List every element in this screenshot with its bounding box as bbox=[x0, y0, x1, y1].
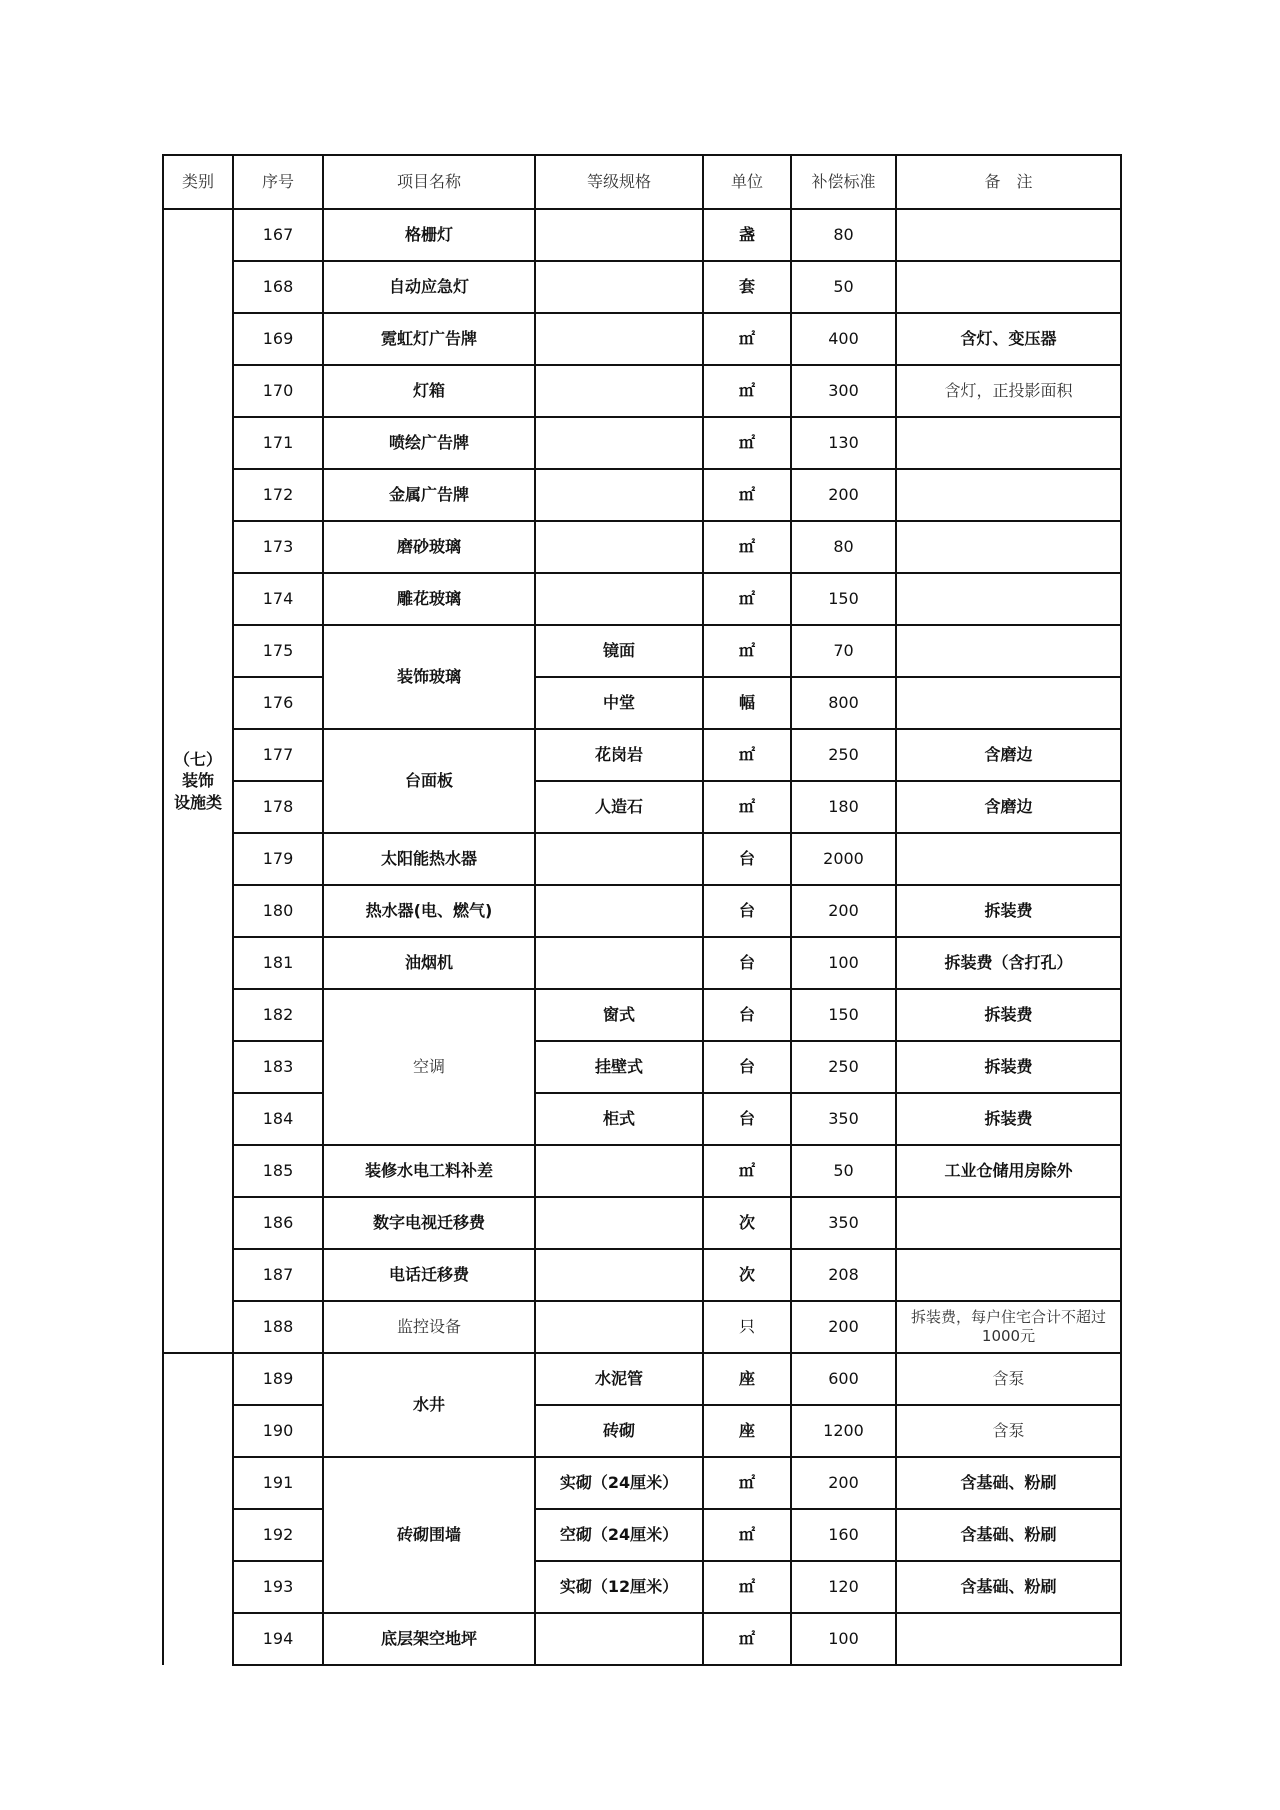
name-cell: 底层架空地坪 bbox=[323, 1613, 535, 1665]
spec-cell bbox=[535, 1197, 703, 1249]
header-unit: 单位 bbox=[703, 155, 791, 209]
standard-cell: 150 bbox=[791, 573, 896, 625]
category-cell-seven bbox=[163, 209, 233, 1353]
table-row bbox=[163, 1561, 1121, 1613]
standard-cell: 350 bbox=[791, 1197, 896, 1249]
seq-cell: 186 bbox=[233, 1197, 323, 1249]
table-row bbox=[163, 729, 1121, 781]
standard-cell: 150 bbox=[791, 989, 896, 1041]
seq-cell: 180 bbox=[233, 885, 323, 937]
table-row bbox=[163, 1301, 1121, 1353]
note-cell bbox=[896, 521, 1121, 573]
standard-cell: 80 bbox=[791, 209, 896, 261]
table-row bbox=[163, 677, 1121, 729]
seq-cell: 182 bbox=[233, 989, 323, 1041]
note-cell: 含灯，正投影面积 bbox=[896, 365, 1121, 417]
standard-cell: 180 bbox=[791, 781, 896, 833]
table-row bbox=[163, 521, 1121, 573]
note-cell bbox=[896, 261, 1121, 313]
name-cell: 数字电视迁移费 bbox=[323, 1197, 535, 1249]
standard-cell: 160 bbox=[791, 1509, 896, 1561]
unit-cell: 台 bbox=[703, 885, 791, 937]
standard-cell: 100 bbox=[791, 1613, 896, 1665]
name-cell: 砖砌围墙 bbox=[323, 1457, 535, 1613]
seq-cell: 172 bbox=[233, 469, 323, 521]
standard-cell: 70 bbox=[791, 625, 896, 677]
unit-cell: 座 bbox=[703, 1353, 791, 1405]
seq-cell: 188 bbox=[233, 1301, 323, 1353]
seq-cell: 169 bbox=[233, 313, 323, 365]
standard-cell: 250 bbox=[791, 1041, 896, 1093]
unit-cell: ㎡ bbox=[703, 1509, 791, 1561]
table-row bbox=[163, 833, 1121, 885]
name-cell: 霓虹灯广告牌 bbox=[323, 313, 535, 365]
unit-cell: 套 bbox=[703, 261, 791, 313]
seq-cell: 177 bbox=[233, 729, 323, 781]
note-cell: 含磨边 bbox=[896, 729, 1121, 781]
unit-cell: 盏 bbox=[703, 209, 791, 261]
table-row bbox=[163, 989, 1121, 1041]
spec-cell: 水泥管 bbox=[535, 1353, 703, 1405]
seq-cell: 192 bbox=[233, 1509, 323, 1561]
seq-cell: 179 bbox=[233, 833, 323, 885]
seq-cell: 174 bbox=[233, 573, 323, 625]
unit-cell: 次 bbox=[703, 1197, 791, 1249]
unit-cell: ㎡ bbox=[703, 781, 791, 833]
note-cell: 拆装费（含打孔） bbox=[896, 937, 1121, 989]
name-cell: 监控设备 bbox=[323, 1301, 535, 1353]
spec-cell bbox=[535, 209, 703, 261]
spec-cell: 实砌（12厘米） bbox=[535, 1561, 703, 1613]
spec-cell: 窗式 bbox=[535, 989, 703, 1041]
standard-cell: 300 bbox=[791, 365, 896, 417]
table-header-row bbox=[163, 155, 1121, 209]
name-cell: 油烟机 bbox=[323, 937, 535, 989]
table-row bbox=[163, 1613, 1121, 1665]
spec-cell bbox=[535, 417, 703, 469]
standard-cell: 400 bbox=[791, 313, 896, 365]
seq-cell: 193 bbox=[233, 1561, 323, 1613]
unit-cell: ㎡ bbox=[703, 313, 791, 365]
spec-cell bbox=[535, 1301, 703, 1353]
name-cell: 装饰玻璃 bbox=[323, 625, 535, 729]
note-cell: 工业仓储用房除外 bbox=[896, 1145, 1121, 1197]
standard-cell: 120 bbox=[791, 1561, 896, 1613]
spec-cell bbox=[535, 1613, 703, 1665]
table-row bbox=[163, 1249, 1121, 1301]
seq-cell: 184 bbox=[233, 1093, 323, 1145]
unit-cell: 幅 bbox=[703, 677, 791, 729]
seq-cell: 183 bbox=[233, 1041, 323, 1093]
header-seq: 序号 bbox=[233, 155, 323, 209]
table-row bbox=[163, 209, 1121, 261]
spec-cell: 柜式 bbox=[535, 1093, 703, 1145]
standard-cell: 130 bbox=[791, 417, 896, 469]
name-cell: 装修水电工料补差 bbox=[323, 1145, 535, 1197]
seq-cell: 190 bbox=[233, 1405, 323, 1457]
seq-cell: 176 bbox=[233, 677, 323, 729]
spec-cell: 砖砌 bbox=[535, 1405, 703, 1457]
standard-cell: 1200 bbox=[791, 1405, 896, 1457]
standard-cell: 208 bbox=[791, 1249, 896, 1301]
unit-cell: ㎡ bbox=[703, 573, 791, 625]
name-cell: 台面板 bbox=[323, 729, 535, 833]
note-cell: 含泵 bbox=[896, 1405, 1121, 1457]
table-row bbox=[163, 1041, 1121, 1093]
unit-cell: ㎡ bbox=[703, 625, 791, 677]
unit-cell: ㎡ bbox=[703, 729, 791, 781]
note-cell bbox=[896, 417, 1121, 469]
note-cell bbox=[896, 573, 1121, 625]
table-row bbox=[163, 1353, 1121, 1405]
category-seven-line1: （七） bbox=[173, 749, 222, 769]
name-cell: 磨砂玻璃 bbox=[323, 521, 535, 573]
note-cell bbox=[896, 209, 1121, 261]
seq-cell: 187 bbox=[233, 1249, 323, 1301]
spec-cell bbox=[535, 521, 703, 573]
spec-cell bbox=[535, 469, 703, 521]
spec-cell: 实砌（24厘米） bbox=[535, 1457, 703, 1509]
name-cell: 喷绘广告牌 bbox=[323, 417, 535, 469]
name-cell: 金属广告牌 bbox=[323, 469, 535, 521]
standard-cell: 200 bbox=[791, 469, 896, 521]
unit-cell: ㎡ bbox=[703, 365, 791, 417]
note-cell: 含泵 bbox=[896, 1353, 1121, 1405]
unit-cell: ㎡ bbox=[703, 417, 791, 469]
table-row bbox=[163, 1509, 1121, 1561]
standard-cell: 100 bbox=[791, 937, 896, 989]
spec-cell: 人造石 bbox=[535, 781, 703, 833]
spec-cell bbox=[535, 833, 703, 885]
standard-cell: 200 bbox=[791, 1301, 896, 1353]
spec-cell: 挂壁式 bbox=[535, 1041, 703, 1093]
note-cell bbox=[896, 625, 1121, 677]
seq-cell: 173 bbox=[233, 521, 323, 573]
standard-cell: 80 bbox=[791, 521, 896, 573]
unit-cell: ㎡ bbox=[703, 1145, 791, 1197]
seq-cell: 170 bbox=[233, 365, 323, 417]
table-row bbox=[163, 1145, 1121, 1197]
spec-cell bbox=[535, 261, 703, 313]
unit-cell: 台 bbox=[703, 833, 791, 885]
note-cell: 拆装费 bbox=[896, 1041, 1121, 1093]
note-cell: 含基础、粉刷 bbox=[896, 1457, 1121, 1509]
seq-cell: 175 bbox=[233, 625, 323, 677]
note-cell: 含基础、粉刷 bbox=[896, 1561, 1121, 1613]
compensation-table bbox=[162, 154, 1122, 1666]
standard-cell: 600 bbox=[791, 1353, 896, 1405]
note-cell: 拆装费 bbox=[896, 1093, 1121, 1145]
note-cell: 含基础、粉刷 bbox=[896, 1509, 1121, 1561]
seq-cell: 194 bbox=[233, 1613, 323, 1665]
unit-cell: 台 bbox=[703, 937, 791, 989]
unit-cell: ㎡ bbox=[703, 521, 791, 573]
table-row bbox=[163, 1405, 1121, 1457]
standard-cell: 50 bbox=[791, 1145, 896, 1197]
note-cell bbox=[896, 1197, 1121, 1249]
header-category: 类别 bbox=[163, 155, 233, 209]
seq-cell: 167 bbox=[233, 209, 323, 261]
spec-cell bbox=[535, 1249, 703, 1301]
standard-cell: 350 bbox=[791, 1093, 896, 1145]
name-cell: 太阳能热水器 bbox=[323, 833, 535, 885]
table-row bbox=[163, 1197, 1121, 1249]
note-cell: 含灯、变压器 bbox=[896, 313, 1121, 365]
standard-cell: 200 bbox=[791, 1457, 896, 1509]
header-name: 项目名称 bbox=[323, 155, 535, 209]
unit-cell: 只 bbox=[703, 1301, 791, 1353]
spec-cell: 中堂 bbox=[535, 677, 703, 729]
unit-cell: 座 bbox=[703, 1405, 791, 1457]
note-cell bbox=[896, 1613, 1121, 1665]
seq-cell: 178 bbox=[233, 781, 323, 833]
category-seven-line2: 装饰 bbox=[181, 771, 214, 791]
standard-cell: 200 bbox=[791, 885, 896, 937]
category-seven-line3: 设施类 bbox=[173, 792, 222, 812]
note-cell bbox=[896, 833, 1121, 885]
name-cell: 热水器(电、燃气) bbox=[323, 885, 535, 937]
seq-cell: 171 bbox=[233, 417, 323, 469]
seq-cell: 189 bbox=[233, 1353, 323, 1405]
table-row bbox=[163, 417, 1121, 469]
unit-cell: ㎡ bbox=[703, 1457, 791, 1509]
table-row bbox=[163, 1457, 1121, 1509]
unit-cell: ㎡ bbox=[703, 1613, 791, 1665]
spec-cell: 花岗岩 bbox=[535, 729, 703, 781]
spec-cell bbox=[535, 573, 703, 625]
spec-cell bbox=[535, 313, 703, 365]
compensation-table-sheet bbox=[162, 154, 1122, 1666]
name-cell: 自动应急灯 bbox=[323, 261, 535, 313]
table-row bbox=[163, 625, 1121, 677]
unit-cell: ㎡ bbox=[703, 1561, 791, 1613]
unit-cell: 台 bbox=[703, 1093, 791, 1145]
table-row bbox=[163, 885, 1121, 937]
table-row bbox=[163, 1093, 1121, 1145]
table-row bbox=[163, 573, 1121, 625]
note-cell: 拆装费 bbox=[896, 885, 1121, 937]
note-cell bbox=[896, 1301, 1121, 1353]
category-cell-next bbox=[163, 1353, 233, 1665]
note-cell bbox=[896, 1249, 1121, 1301]
unit-cell: ㎡ bbox=[703, 469, 791, 521]
seq-cell: 191 bbox=[233, 1457, 323, 1509]
name-cell: 灯箱 bbox=[323, 365, 535, 417]
table-row bbox=[163, 781, 1121, 833]
seq-cell: 168 bbox=[233, 261, 323, 313]
spec-cell bbox=[535, 885, 703, 937]
standard-cell: 2000 bbox=[791, 833, 896, 885]
table-row bbox=[163, 313, 1121, 365]
name-cell: 电话迁移费 bbox=[323, 1249, 535, 1301]
spec-cell bbox=[535, 365, 703, 417]
spec-cell: 镜面 bbox=[535, 625, 703, 677]
header-spec: 等级规格 bbox=[535, 155, 703, 209]
table-row bbox=[163, 469, 1121, 521]
seq-cell: 185 bbox=[233, 1145, 323, 1197]
note-cell: 拆装费 bbox=[896, 989, 1121, 1041]
spec-cell bbox=[535, 937, 703, 989]
unit-cell: 台 bbox=[703, 989, 791, 1041]
table-row bbox=[163, 937, 1121, 989]
standard-cell: 250 bbox=[791, 729, 896, 781]
spec-cell: 空砌（24厘米） bbox=[535, 1509, 703, 1561]
header-standard: 补偿标准 bbox=[791, 155, 896, 209]
spec-cell bbox=[535, 1145, 703, 1197]
name-cell: 空调 bbox=[323, 989, 535, 1145]
note-cell bbox=[896, 469, 1121, 521]
header-note: 备 注 bbox=[896, 155, 1121, 209]
note-cell: 含磨边 bbox=[896, 781, 1121, 833]
seq-cell: 181 bbox=[233, 937, 323, 989]
standard-cell: 800 bbox=[791, 677, 896, 729]
unit-cell: 次 bbox=[703, 1249, 791, 1301]
name-cell: 雕花玻璃 bbox=[323, 573, 535, 625]
note-cell bbox=[896, 677, 1121, 729]
name-cell: 格栅灯 bbox=[323, 209, 535, 261]
standard-cell: 50 bbox=[791, 261, 896, 313]
name-cell: 水井 bbox=[323, 1353, 535, 1457]
unit-cell: 台 bbox=[703, 1041, 791, 1093]
table-row bbox=[163, 261, 1121, 313]
note-text: 拆装费，每户住宅合计不超过1000元 bbox=[910, 1308, 1106, 1345]
table-row bbox=[163, 365, 1121, 417]
